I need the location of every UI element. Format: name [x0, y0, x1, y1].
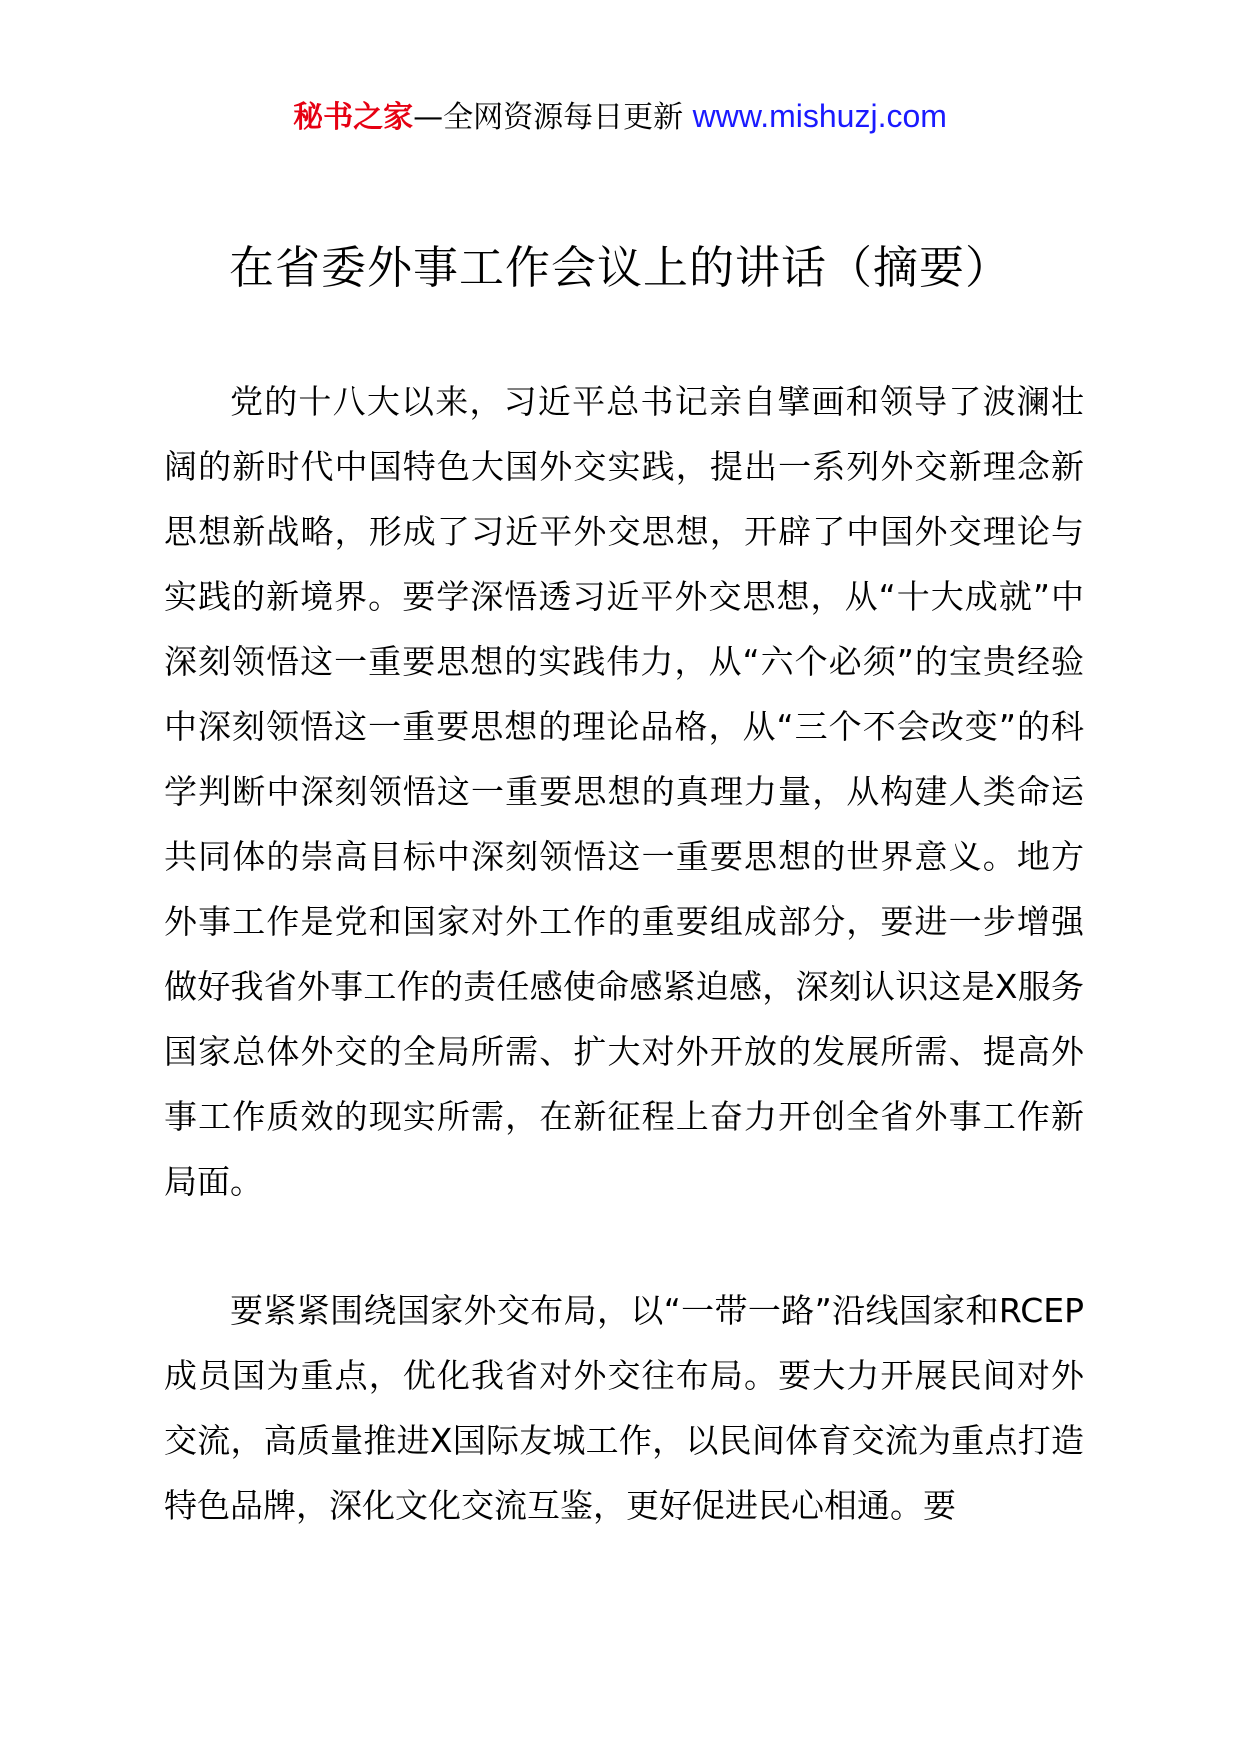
body-paragraph-2: 要紧紧围绕国家外交布局，以“一带一路”沿线国家和RCEP成员国为重点，优化我省对外交往布局。要大力开展民间对外交流，高质量推进X国际友城工作，以民间体育交流为重点打造特色品牌，深化文化交流互鉴，更好促进民心相通。要	[164, 1291, 1084, 1525]
site-url-link[interactable]: www.mishuzj.com	[692, 98, 947, 134]
site-header	[0, 96, 1240, 138]
document-title: 在省委外事工作会议上的讲话（摘要）	[228, 241, 1011, 294]
body-paragraph-1: 党的十八大以来，习近平总书记亲自擘画和领导了波澜壮阔的新时代中国特色大国外交实践，提出一系列外交新理念新思想新战略，形成了习近平外交思想，开辟了中国外交理论与实践的新境界。要学深悟透习近平外交思想，从“十大成就”中深刻领悟这一重要思想的实践伟力，从“六个必须”的宝贵经验中深刻领悟这一重要思想的理论品格，从“三个不会改变”的科学判断中深刻领悟这一重要思想的真理力量，从构建人类命运共同体的崇高目标中深刻领悟这一重要思想的世界意义。地方外事工作是党和国家对外工作的重要组成部分，要进一步增强做好我省外事工作的责任感使命感紧迫感，深刻认识这是X服务国家总体外交的全局所需、扩大对外开放的发展所需、提高外事工作质效的现实所需，在新征程上奋力开创全省外事工作新局面。	[164, 382, 1084, 1201]
site-tagline: —全网资源每日更新	[413, 100, 684, 135]
site-brand: 秘书之家	[293, 100, 414, 135]
